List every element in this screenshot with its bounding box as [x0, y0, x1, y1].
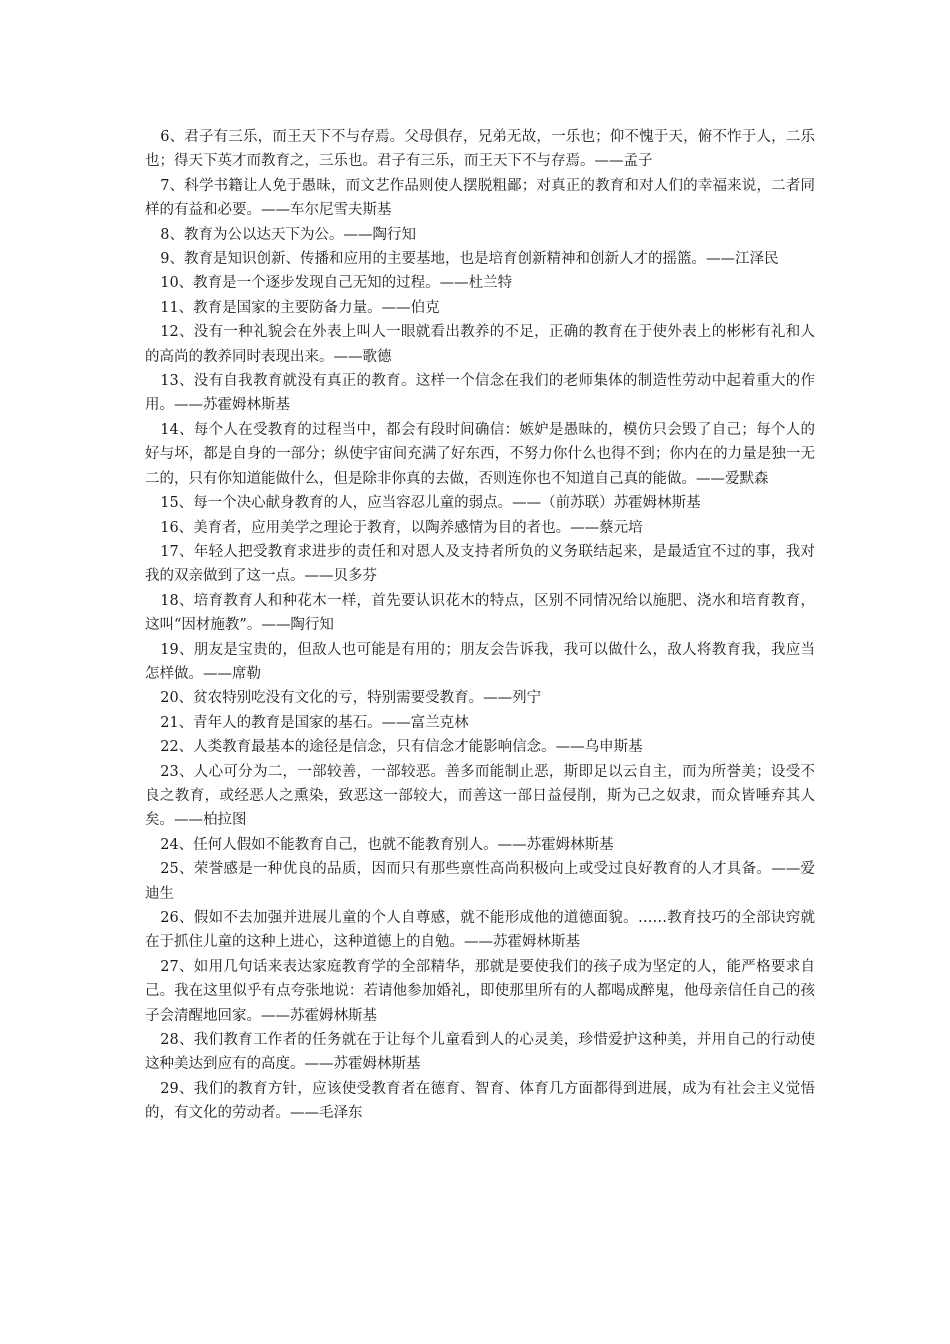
quote-22: 22、人类教育最基本的途径是信念，只有信念才能影响信念。——乌申斯基	[160, 739, 643, 756]
quote-25: 25、荣誉感是一种优良的品质，因而只有那些禀性高尚积极向上或受过良好教育的人才具备。——爱迪生	[145, 861, 815, 902]
quote-27: 27、如用几句话来表达家庭教育学的全部精华，那就是要使我们的孩子成为坚定的人，能严格要求自己。我在这里似乎有点夸张地说：若请他参加婚礼，即使那里所有的人都喝成醉鬼，他母亲信任自己的孩子会清醒地回家。——苏霍姆林斯基	[145, 958, 815, 1024]
quote-6: 6、君子有三乐，而王天下不与存焉。父母俱存，兄弟无故，一乐也；仰不愧于天，俯不怍于人，二乐也；得天下英才而教育之，三乐也。君子有三乐，而王天下不与存焉。——孟子	[145, 129, 815, 170]
quote-9: 9、教育是知识创新、传播和应用的主要基地，也是培育创新精神和创新人才的摇篮。——江泽民	[160, 251, 779, 268]
quote-16: 16、美育者，应用美学之理论于教育，以陶养感情为目的者也。——蔡元培	[160, 519, 643, 536]
quote-19: 19、朋友是宝贵的，但敌人也可能是有用的；朋友会告诉我，我可以做什么，敌人将教育我，我应当怎样做。——席勒	[145, 641, 815, 682]
quote-12: 12、没有一种礼貌会在外表上叫人一眼就看出教养的不足，正确的教育在于使外表上的彬彬有礼和人的高尚的教养同时表现出来。——歌德	[145, 324, 815, 365]
quote-17: 17、年轻人把受教育求进步的责任和对恩人及支持者所负的义务联结起来，是最适宜不过的事，我对我的双亲做到了这一点。——贝多芬	[145, 543, 815, 585]
quote-10: 10、教育是一个逐步发现自己无知的过程。——杜兰特	[160, 275, 513, 292]
quote-20: 20、贫农特别吃没有文化的亏，特别需要受教育。——列宁	[160, 690, 542, 707]
quote-18: 18、培育教育人和种花木一样，首先要认识花木的特点，区别不同情况给以施肥、浇水和培育教育，这叫“因材施教”。——陶行知	[145, 592, 815, 634]
quote-24: 24、任何人假如不能教育自己，也就不能教育别人。——苏霍姆林斯基	[160, 836, 614, 853]
quote-23: 23、人心可分为二，一部较善，一部较恶。善多而能制止恶，斯即足以云自主，而为所誉美；设受不良之教育，或经恶人之熏染，致恶这一部较大，而善这一部日益侵削，斯为己之奴隶，而众皆唾弃其人矣。——柏拉图	[145, 763, 815, 829]
quote-26: 26、假如不去加强并进展儿童的个人自尊感，就不能形成他的道德面貌。……教育技巧的全部诀窍就在于抓住儿童的这种上进心，这种道德上的自勉。——苏霍姆林斯基	[145, 910, 815, 951]
quote-8: 8、教育为公以达天下为公。——陶行知	[160, 226, 416, 243]
quote-14: 14、每个人在受教育的过程当中，都会有段时间确信：嫉妒是愚昧的，模仿只会毁了自己；每个人的好与坏，都是自身的一部分；纵使宇宙间充满了好东西，不努力你什么也得不到；你内在的力量是独一无二的，只有你知道能做什么，但是除非你真的去做，否则连你也不知道自己真的能做。——爱默森	[145, 421, 815, 487]
quote-list	[145, 125, 815, 1126]
quote-7: 7、科学书籍让人免于愚昧，而文艺作品则使人摆脱粗鄙；对真正的教育和对人们的幸福来说，二者同样的有益和必要。——车尔尼雪夫斯基	[145, 177, 815, 219]
quote-15: 15、每一个决心献身教育的人，应当容忍儿童的弱点。——（前苏联）苏霍姆林斯基	[160, 495, 701, 512]
quote-13: 13、没有自我教育就没有真正的教育。这样一个信念在我们的老师集体的制造性劳动中起着重大的作用。——苏霍姆林斯基	[145, 373, 815, 414]
quote-11: 11、教育是国家的主要防备力量。——伯克	[160, 299, 440, 316]
quote-21: 21、青年人的教育是国家的基石。——富兰克林	[160, 714, 469, 731]
quote-28: 28、我们教育工作者的任务就在于让每个儿童看到人的心灵美，珍惜爱护这种美，并用自己的行动使这种美达到应有的高度。——苏霍姆林斯基	[145, 1032, 815, 1073]
quote-29: 29、我们的教育方针，应该使受教育者在德育、智育、体育几方面都得到进展，成为有社会主义觉悟的，有文化的劳动者。——毛泽东	[145, 1080, 815, 1122]
